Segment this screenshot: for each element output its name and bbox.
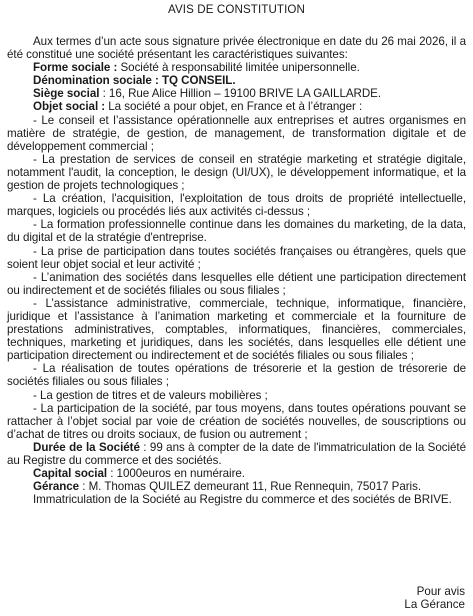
duree-value: : 99 ans à compter de la date de l'immatriculation de la Société au Registre du commerce et des sociétés. <box>7 440 466 467</box>
objet-social-value: La société a pour objet, en France et à l’étranger : <box>105 100 363 114</box>
notice-title: AVIS DE CONSTITUTION <box>167 3 306 16</box>
siege-social-label: Siège social <box>33 87 100 101</box>
forme-sociale-line <box>7 61 466 74</box>
denomination-line <box>7 74 466 87</box>
immatriculation-line: Immatriculation de la Société au Registre du commerce et des sociétés de BRIVE. <box>33 493 452 507</box>
objet-item: - La gestion de titres et de valeurs mobilières ; <box>33 388 268 402</box>
gerance-value: : M. Thomas QUILEZ demeurant 11, Rue Rennequin, 75017 Paris. <box>79 480 422 494</box>
objet-item: - La prestation de services de conseil en stratégie marketing et stratégie digitale, notamment l'audit, la conception, le design (UI/UX), le développement informatique, et la gestion de projets technologiques ; <box>7 152 466 193</box>
la-gerance: La Gérance <box>404 598 465 611</box>
duree-label: Durée de la Société <box>33 440 140 454</box>
denomination-label: Dénomination sociale : TQ CONSEIL. <box>33 74 236 88</box>
objet-item: - La réalisation de toutes opérations de trésorerie et la gestion de trésorerie de sociétés filiales ou sous filiales ; <box>7 362 466 389</box>
objet-item: - L’assistance administrative, commerciale, technique, informatique, financière, juridique et l’assistance à l’animation marketing et commerciale et la fourniture de prestations administratives, comptables, informatiques, financières, commerciales, techniques, marketing et juridiques, dans les sociétés, dans lesquelles elle détient une participation directement ou indirectement et de sociétés filiales ou sous filiales ; <box>7 296 466 363</box>
capital-label: Capital social <box>33 467 108 481</box>
gerance-line <box>7 480 466 493</box>
pour-avis: Pour avis <box>416 585 465 598</box>
capital-value: : 1000euros en numéraire. <box>107 467 245 481</box>
objet-social-label: Objet social : <box>33 100 106 114</box>
objet-item: - La formation professionnelle continue dans les domaines du marketing, de la data, du digital et de la stratégie d'entreprise. <box>7 218 466 245</box>
objet-social-line <box>7 100 466 113</box>
duree-line <box>7 441 466 467</box>
objet-item: - La prise de participation dans toutes sociétés françaises ou étrangères, quels que soient leur objet social et leur activité ; <box>7 244 466 271</box>
notice-body <box>7 35 466 506</box>
objet-item: - L’animation des sociétés dans lesquelles elle détient une participation directement ou indirectement et de sociétés filiales ou sous filiales ; <box>7 270 466 297</box>
siege-social-line <box>7 87 466 100</box>
capital-line <box>7 467 466 480</box>
gerance-label: Gérance <box>33 480 80 494</box>
objet-item: - Le conseil et l’assistance opérationnelle aux entreprises et autres organismes en matière de stratégie, de gestion, de management, de transformation digitale et de développement commercial ; <box>7 113 466 153</box>
objet-item: - La création, l'acquisition, l'exploitation de tous droits de propriété intellectuelle, marques, logiciels ou procédés liés aux activités ci-dessus ; <box>7 192 466 219</box>
forme-sociale-label: Forme sociale : <box>33 61 118 75</box>
siege-social-value: : 16, Rue Alice Hillion – 19100 BRIVE LA GAILLARDE. <box>99 87 382 101</box>
notice-intro: Aux termes d’un acte sous signature privée électronique en date du 26 mai 2026, il a été constitué une société présentant les caractéristiques suivantes: <box>7 35 466 62</box>
objet-item: - La participation de la société, par tous moyens, dans toutes opérations pouvant se rattacher à l’objet social par voie de création de sociétés nouvelles, de souscriptions ou d’achat de titres ou droits sociaux, de fusion ou autrement ; <box>7 401 466 441</box>
forme-sociale-value: Société à responsabilité limitée unipersonnelle. <box>117 61 360 75</box>
signature-block <box>404 585 465 611</box>
